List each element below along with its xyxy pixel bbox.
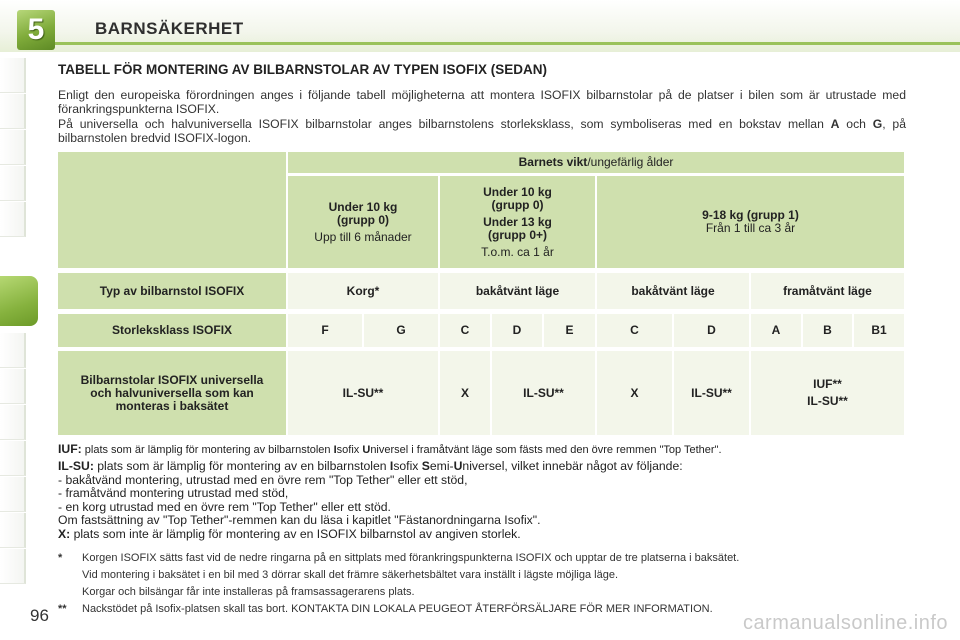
table-group-1: 9-18 kg (grupp 1) Från 1 till ca 3 år <box>596 175 905 269</box>
size-class-cell: B1 <box>853 313 905 348</box>
header-divider <box>40 42 960 45</box>
chapter-tab-13[interactable] <box>0 549 26 584</box>
seat-suitability-cell-forward: IUF** IL-SU** <box>750 350 905 436</box>
legend-x: X: plats som inte är lämplig för montering av en ISOFIX bilbarnstol av angiven storlek. <box>58 526 521 541</box>
legend-iuf: IUF: plats som är lämplig för montering av bilbarnstolen Isofix Universel i framåtvänt läge som fästs med den övre remmen "Top Tether". <box>58 442 722 456</box>
size-class-cell: C <box>439 313 491 348</box>
footnote-double-star-mark: ** <box>58 603 67 615</box>
section-title: TABELL FÖR MONTERING AV BILBARNSTOLAR AV TYPEN ISOFIX (SEDAN) <box>58 62 548 77</box>
footnote-line: Vid montering i baksätet i en bil med 3 dörrar skall det främre säkerhetsbältet vara inställt i lägste möjliga läge. <box>82 569 619 581</box>
legend-tether-note: Om fastsättning av "Top Tether"-remmen kan du läsa i kapitlet "Fästanordningarna Isofix". <box>58 513 541 527</box>
row-label-size-class: Storleksklass ISOFIX <box>57 313 287 348</box>
seat-suitability-cell: IL-SU** <box>673 350 750 436</box>
table-group-0plus: Under 10 kg (grupp 0) Under 13 kg (grupp 0+) T.o.m. ca 1 år <box>439 175 596 269</box>
chapter-tab-active[interactable] <box>0 276 38 326</box>
chapter-tab-1[interactable] <box>0 58 26 93</box>
footnote-line: Korgen ISOFIX sätts fast vid de nedre ringarna på en sittplats med förankringspunkterna ISOFIX och upptar de tre platserna i baksätet. <box>82 552 740 564</box>
footnote-line: Korgar och bilsängar får inte installeras på framsassagerarens plats. <box>82 586 415 598</box>
row-label-isofix-seats: Bilbarnstolar ISOFIX universella och halvuniversella som kan monteras i baksätet <box>57 350 287 436</box>
seat-suitability-cell: X <box>596 350 673 436</box>
table-corner-cell <box>57 151 287 269</box>
intro-paragraph-1: Enligt den europeiska förordningen anges i följande tabell möjligheterna att montera ISOFIX bilbarnstolar på de platser i bilen som är utrustade med förankringspunkterna ISOFIX. <box>58 88 906 116</box>
footnote-line: Nackstödet på Isofix-platsen skall tas bort. KONTAKTA DIN LOKALA PEUGEOT ÅTERFÖRSÄLJARE FÖR MER INFORMATION. <box>82 603 713 615</box>
chapter-title: BARNSÄKERHET <box>95 19 244 38</box>
chapter-tab-5[interactable] <box>0 202 26 237</box>
chapter-tab-9[interactable] <box>0 405 26 440</box>
size-class-cell: D <box>673 313 750 348</box>
size-class-cell: C <box>596 313 673 348</box>
table-group-0: Under 10 kg (grupp 0) Upp till 6 månader <box>287 175 439 269</box>
legend-bullet: - en korg utrustad med en övre rem "Top Tether" eller ett stöd. <box>58 499 391 514</box>
seat-type-cell: bakåtvänt läge <box>439 272 596 310</box>
table-header-weight: Barnets vikt/ungefärlig ålder <box>287 151 905 174</box>
chapter-tab-3[interactable] <box>0 130 26 165</box>
chapter-number-badge: 5 <box>17 10 55 50</box>
size-class-cell: A <box>750 313 802 348</box>
chapter-tabs <box>0 58 30 588</box>
size-class-cell: F <box>287 313 363 348</box>
seat-type-cell: framåtvänt läge <box>750 272 905 310</box>
chapter-tab-8[interactable] <box>0 369 26 404</box>
chapter-tab-7[interactable] <box>0 333 26 368</box>
size-class-cell: D <box>491 313 543 348</box>
seat-type-cell: Korg* <box>287 272 439 310</box>
row-label-seat-type: Typ av bilbarnstol ISOFIX <box>57 272 287 310</box>
seat-suitability-cell: X <box>439 350 491 436</box>
footnotes <box>58 550 918 618</box>
chapter-tab-4[interactable] <box>0 166 26 201</box>
page-number: 96 <box>30 606 49 625</box>
seat-suitability-cell: IL-SU** <box>287 350 439 436</box>
chapter-tab-12[interactable] <box>0 513 26 548</box>
size-class-cell: G <box>363 313 439 348</box>
chapter-tab-11[interactable] <box>0 477 26 512</box>
footnote-star-mark: * <box>58 552 63 564</box>
seat-suitability-cell: IL-SU** <box>491 350 596 436</box>
chapter-tab-2[interactable] <box>0 94 26 129</box>
seat-type-cell: bakåtvänt läge <box>596 272 750 310</box>
intro-paragraph-2: På universella och halvuniversella ISOFIX bilbarnstolar anges bilbarnstolens storleksklass, som symboliseras med en bokstav mellan A och G, på bilbarnstolen bredvid ISOFIX-logon. <box>58 117 906 145</box>
legend-ilsu: IL-SU: plats som är lämplig för montering av en bilbarnstolen Isofix Semi-Universel, vilket innebär något av följande: - bakåtvänd montering, utrustad med en övre rem "Top Tether" eller ett stöd, - framåtvänd montering utrustad med stöd, - en korg utrustad med en övre rem "Top Tether" eller ett stöd. Om fastsättning av "Top Tether"-remmen kan du läsa i kapitlet "Fästanordningarna Isofix". X: plats som inte är lämplig för montering av en ISOFIX bilbarnstol av angiven storlek. <box>58 460 908 541</box>
legend-bullet: - bakåtvänd montering, utrustad med en övre rem "Top Tether" eller ett stöd, <box>58 472 468 487</box>
size-class-cell: E <box>543 313 596 348</box>
chapter-tab-10[interactable] <box>0 441 26 476</box>
legend-bullet: - framåtvänd montering utrustad med stöd, <box>58 486 289 500</box>
size-class-cell: B <box>802 313 853 348</box>
watermark: carmanualsonline.info <box>742 612 948 634</box>
